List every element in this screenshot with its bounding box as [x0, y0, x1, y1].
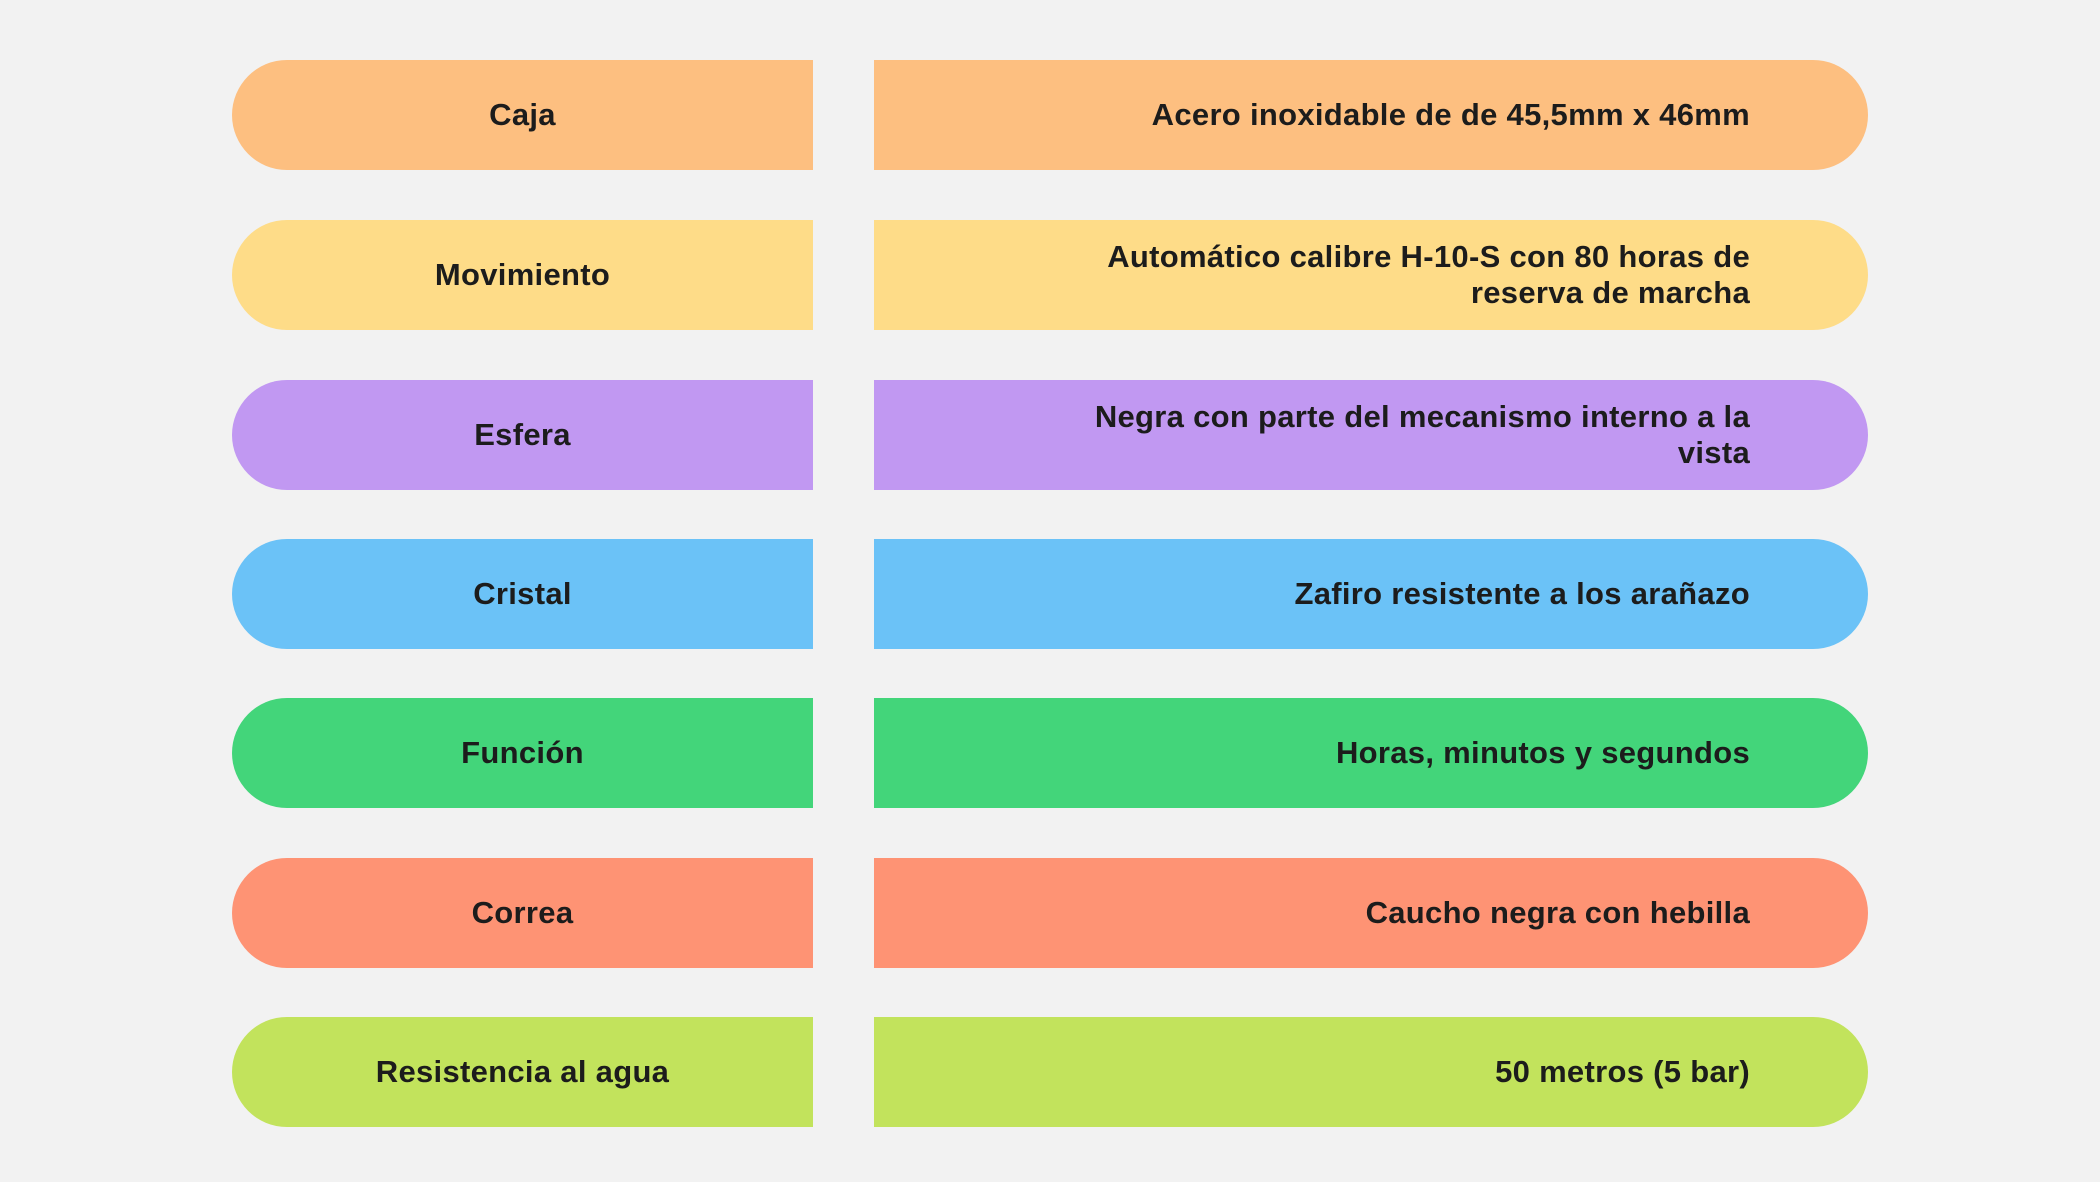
spec-label: Correa [232, 858, 813, 968]
spec-row-esfera [0, 380, 2100, 490]
spec-row-funcion [0, 698, 2100, 808]
spec-value-text: Negra con parte del mecanismo interno a la vista [1094, 399, 1750, 470]
spec-value [874, 220, 1868, 330]
spec-value [874, 380, 1868, 490]
spec-value-text: Caucho negra con hebilla [1365, 895, 1750, 930]
spec-value [874, 858, 1868, 968]
spec-value [874, 539, 1868, 649]
spec-value [874, 60, 1868, 170]
spec-row-movimiento [0, 220, 2100, 330]
spec-row-correa [0, 858, 2100, 968]
spec-value-text: Zafiro resistente a los arañazo [1294, 576, 1750, 611]
spec-row-caja [0, 60, 2100, 170]
spec-row-resistencia-al-agua [0, 1017, 2100, 1127]
spec-value-text: Acero inoxidable de de 45,5mm x 46mm [1151, 97, 1750, 132]
spec-label: Esfera [232, 380, 813, 490]
spec-value-text: Horas, minutos y segundos [1335, 735, 1750, 770]
spec-label: Cristal [232, 539, 813, 649]
spec-label: Movimiento [232, 220, 813, 330]
spec-label: Caja [232, 60, 813, 170]
spec-value-text: Automático calibre H-10-S con 80 horas de reserva de marcha [1107, 239, 1750, 310]
spec-value [874, 1017, 1868, 1127]
spec-value [874, 698, 1868, 808]
spec-label: Función [232, 698, 813, 808]
spec-value-text: 50 metros (5 bar) [1495, 1054, 1750, 1089]
spec-row-cristal [0, 539, 2100, 649]
spec-label: Resistencia al agua [232, 1017, 813, 1127]
